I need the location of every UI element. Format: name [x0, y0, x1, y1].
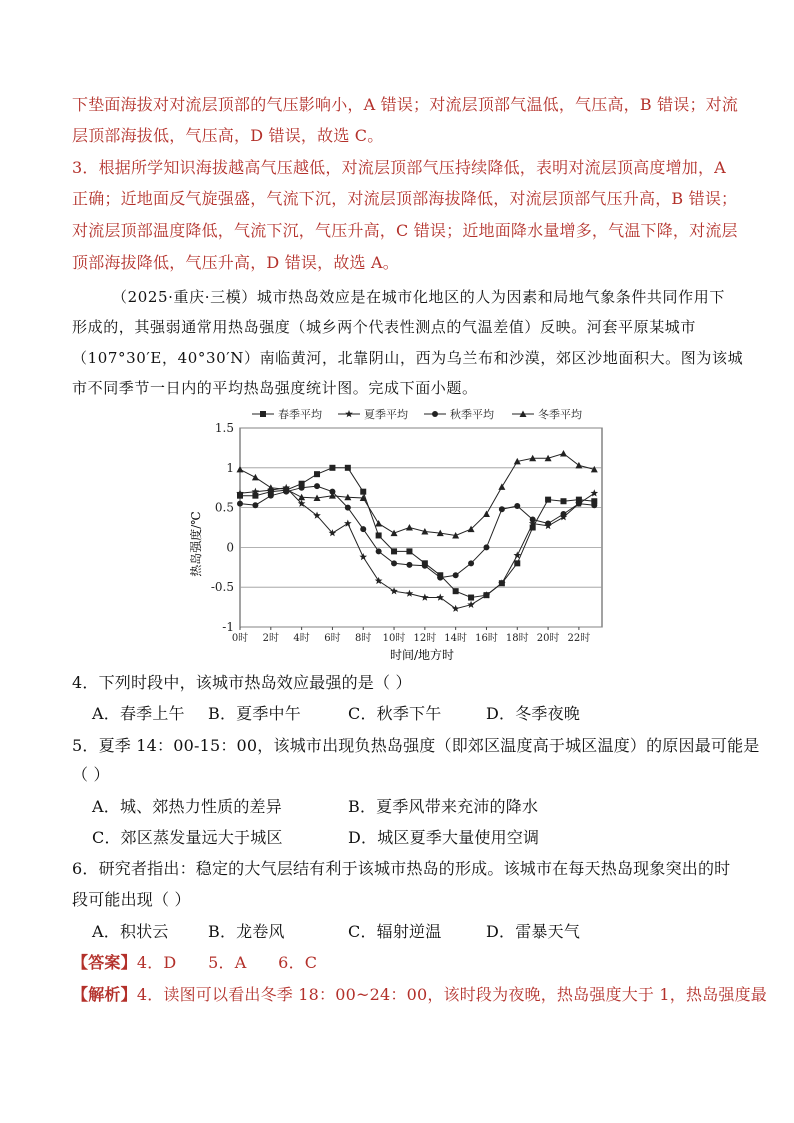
x-tick-label: 18时: [505, 633, 529, 644]
data-point-circle: [422, 563, 428, 569]
data-point-square: [252, 493, 258, 499]
data-point-circle: [468, 560, 474, 566]
data-point-circle: [299, 485, 305, 491]
data-point-circle: [268, 493, 274, 499]
data-point-circle: [360, 526, 366, 532]
x-axis-label: 时间/地方时: [389, 648, 455, 662]
explanation-line: 正确；近地面反气旋强盛，气流下沉，对流层顶部海拔降低，对流层顶部气压升高，B 错误；: [72, 189, 738, 208]
data-point-square: [345, 465, 351, 471]
series-star: [236, 484, 598, 612]
passage-line: 市不同季节一日内的平均热岛强度统计图。完成下面小题。: [72, 379, 478, 397]
data-point-square: [360, 489, 366, 495]
question-4-stem: 4．下列时段中，该城市热岛效应最强的是（ ）: [72, 673, 412, 692]
answer-line: [72, 952, 724, 974]
question-4-option-b[interactable]: B．夏季中午: [208, 704, 301, 723]
answer-label: 【答案】: [72, 953, 137, 972]
legend-label: 秋季平均: [450, 408, 494, 421]
data-point-triangle: [560, 450, 567, 457]
data-point-square: [406, 548, 412, 554]
data-point-star: [359, 553, 367, 560]
series-square: [237, 465, 597, 601]
question-5-stem-cont: （ ）: [72, 765, 110, 784]
x-tick-label: 0时: [231, 633, 249, 644]
chart-series: [236, 450, 598, 612]
data-point-triangle: [483, 510, 490, 517]
legend-label: 春季平均: [278, 408, 322, 421]
y-tick-label: -0.5: [210, 580, 234, 595]
data-point-circle: [345, 505, 351, 511]
question-6-option-a[interactable]: A．积状云: [92, 922, 169, 941]
explanation-line: 层顶部海拔低，气压高，D 错误，故选 C。: [72, 126, 384, 145]
data-point-square: [545, 497, 551, 503]
data-point-circle: [432, 411, 438, 417]
data-point-square: [260, 411, 266, 417]
question-6-option-c[interactable]: C．辐射逆温: [348, 922, 442, 941]
x-tick-label: 10时: [382, 633, 406, 644]
question-6-option-d[interactable]: D．雷暴天气: [486, 922, 581, 941]
passage-line: 形成的，其强弱通常用热岛强度（城乡两个代表性测点的气温差值）反映。河套平原某城市: [72, 318, 697, 336]
heat-island-chart: [190, 402, 610, 667]
data-point-circle: [545, 521, 551, 527]
data-point-triangle: [391, 530, 398, 537]
question-4-option-c[interactable]: C．秋季下午: [348, 704, 442, 723]
data-point-circle: [406, 562, 412, 568]
y-tick-label: 1: [226, 460, 234, 475]
x-tick-label: 22时: [567, 633, 591, 644]
explanation-line: 下垫面海拔对对流层顶部的气压影响小，A 错误；对流层顶部气温低，气压高，B 错误；对流: [72, 95, 739, 114]
x-tick-label: 8时: [355, 633, 372, 644]
data-point-star: [421, 594, 429, 601]
data-point-circle: [453, 572, 459, 578]
question-6-option-b[interactable]: B．龙卷风: [208, 922, 285, 941]
data-point-circle: [314, 483, 320, 489]
data-point-star: [313, 512, 321, 519]
question-5-stem: 5．夏季 14：00-15：00，该城市出现负热岛强度（即郊区温度高于城区温度）的原因最可能是: [72, 736, 760, 755]
data-point-triangle: [406, 524, 413, 531]
data-point-circle: [530, 517, 536, 523]
legend-label: 冬季平均: [538, 408, 582, 421]
legend-label: 夏季平均: [364, 408, 408, 421]
chart-legend: [252, 407, 582, 421]
y-tick-label: 1.5: [214, 421, 234, 435]
data-point-square: [514, 560, 520, 566]
data-point-star: [467, 601, 475, 608]
question-4-option-a[interactable]: A．春季上午: [92, 704, 185, 723]
analysis-text: 4．读图可以看出冬季 18：00~24：00，该时段为夜晚，热岛强度大于 1，热岛强度最: [136, 985, 767, 1004]
data-point-triangle: [498, 483, 505, 490]
y-tick-label: -1: [222, 620, 234, 634]
data-point-circle: [591, 502, 597, 508]
data-point-triangle: [267, 484, 274, 491]
series-line: [240, 486, 594, 577]
data-point-circle: [252, 502, 258, 508]
question-5-option-c[interactable]: C．郊区蒸发量远大于城区: [92, 828, 283, 847]
data-point-square: [468, 595, 474, 601]
data-point-star: [390, 587, 398, 594]
question-5-option-b[interactable]: B．夏季风带来充沛的降水: [348, 797, 539, 816]
x-tick-label: 14时: [444, 633, 468, 644]
data-point-circle: [499, 506, 505, 512]
y-tick-label: 0.5: [214, 500, 234, 515]
data-point-square: [376, 532, 382, 538]
data-point-square: [314, 471, 320, 477]
question-6-stem-cont: 段可能出现（ ）: [72, 890, 191, 909]
series-line: [240, 488, 594, 609]
data-point-circle: [514, 503, 520, 509]
x-tick-label: 12时: [413, 633, 437, 644]
question-5-option-d[interactable]: D．城区夏季大量使用空调: [348, 828, 540, 847]
question-5-option-a[interactable]: A．城、郊热力性质的差异: [92, 797, 282, 816]
x-tick-label: 2时: [262, 633, 279, 644]
explanation-line: 对流层顶部温度降低，气流下沉，气压升高，C 错误；近地面降水量增多，气温下降，对流层: [72, 221, 738, 240]
data-point-circle: [483, 544, 489, 550]
x-axis-ticks: [232, 627, 590, 644]
x-tick-label: 20时: [536, 633, 560, 644]
passage-line: （2025·重庆·三模）城市热岛效应是在城市化地区的人为因素和局地气象条件共同作用下: [112, 288, 725, 306]
x-tick-label: 16时: [475, 633, 498, 644]
data-point-circle: [560, 511, 566, 517]
data-point-square: [329, 465, 335, 471]
y-axis-ticks: [211, 421, 234, 634]
data-point-triangle: [237, 466, 244, 473]
series-line: [240, 468, 594, 598]
data-point-star: [345, 410, 353, 417]
data-point-square: [453, 588, 459, 594]
passage-line: （107°30′E，40°30′N）南临黄河，北靠阴山，西为乌兰布和沙漠，郊区沙地面积大。图为该城: [72, 349, 744, 367]
data-point-circle: [237, 501, 243, 507]
series-circle: [237, 483, 597, 581]
data-point-triangle: [375, 520, 382, 527]
data-point-star: [406, 590, 414, 597]
question-4-option-d[interactable]: D．冬季夜晚: [486, 704, 581, 723]
analysis-line: [72, 984, 767, 1006]
data-point-circle: [391, 560, 397, 566]
data-point-triangle: [252, 474, 259, 481]
chart-svg: [190, 402, 610, 667]
question-6-stem: 6．研究者指出：稳定的大气层结有利于该城市热岛的形成。该城市在每天热岛现象突出的时: [72, 859, 731, 878]
data-point-square: [560, 498, 566, 504]
answer-text: 4．D 5．A 6．C: [136, 953, 318, 972]
data-point-star: [452, 605, 460, 612]
data-point-circle: [437, 575, 443, 581]
analysis-label: 【解析】: [72, 985, 137, 1004]
y-axis-label: 热岛强度/℃: [190, 511, 203, 577]
data-point-circle: [376, 548, 382, 554]
explanation-line: 顶部海拔降低，气压升高，D 错误，故选 A。: [72, 253, 399, 272]
x-tick-label: 6时: [324, 633, 341, 644]
x-tick-label: 4时: [293, 633, 310, 644]
explanation-line: 3．根据所学知识海拔越高气压越低，对流层顶部气压持续降低，表明对流层顶高度增加，A: [72, 158, 726, 177]
data-point-square: [391, 548, 397, 554]
y-tick-label: 0: [226, 540, 234, 555]
data-point-circle: [576, 501, 582, 507]
